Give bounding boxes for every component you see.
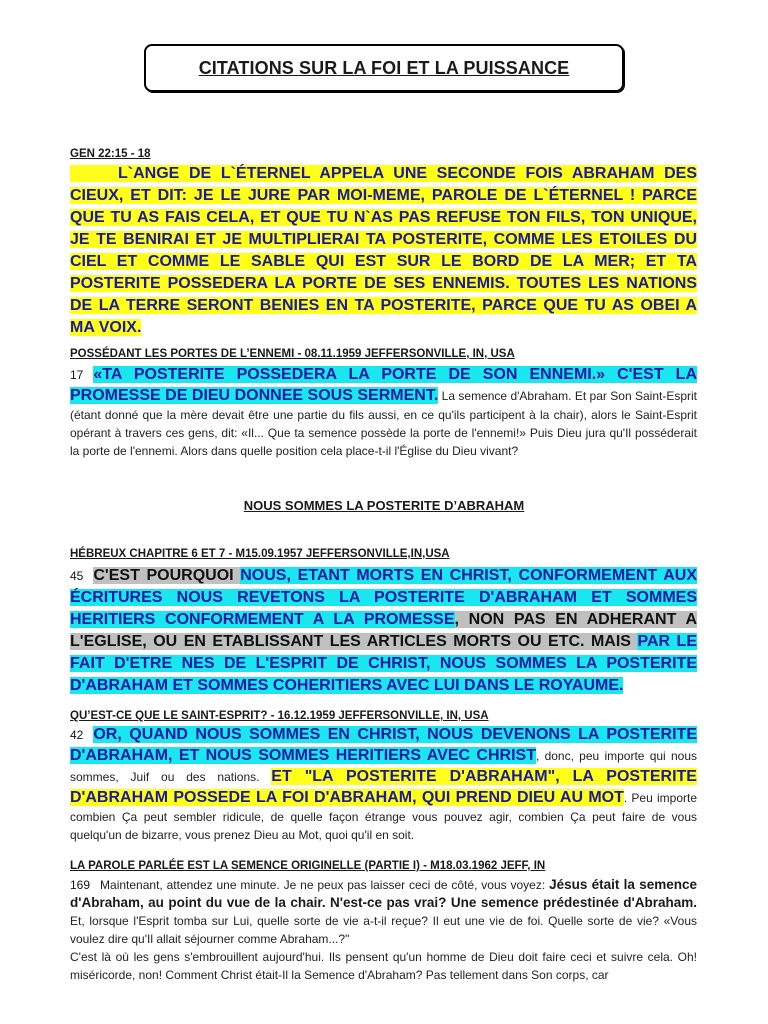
title-box (144, 44, 624, 92)
body-text: , donc, peu importe qui nous sommes, Juif ou des nations. (70, 749, 697, 784)
quote-genesis (70, 163, 697, 339)
reference-sermon-2: HÉBREUX CHAPITRE 6 ET 7 - M15.09.1957 JEFFERSONVILLE,IN,USA (70, 548, 450, 560)
section-heading: NOUS SOMMES LA POSTERITE D’ABRAHAM (243, 498, 525, 513)
body-text: C'est là où les gens s'embrouillent aujourd'hui. Ils pensent qu'un homme de Dieu doit faire ceci et suivre cela. Oh! miséricorde, non! Comment Christ était-Il la Semence d'Abraham? Pas tellement dans Son corps, car (70, 950, 697, 982)
paragraph-number: 169 (70, 878, 91, 892)
paragraph-number: 17 (70, 368, 84, 382)
body-text: . Peu importe combien Ça peut sembler ridicule, de quelle façon étrange vous pouvez agir, combien Ça peut faire de vous quelqu'un de bizarre, vous prenez Dieu au Mot, quoi qu'il en soit. (70, 791, 697, 842)
body-text: La semence d'Abraham. Et par Son Saint-Esprit (étant donné que la mère devait être une partie du fils aussi, en ce qu'ils participent à la chair), alors le Saint-Esprit opérant à travers ces gens, dit: «Il... Que ta semence possède la porte de l'ennemi!» Puis Dieu jura qu'Il posséderait la porte de l'ennemi. Alors dans quelle position cela place-t-il l'Église du Dieu vivant? (70, 389, 698, 458)
quote-sermon-2 (70, 565, 697, 697)
paragraph-number: 45 (70, 569, 84, 583)
quote-sermon-3 (70, 724, 697, 844)
quote-sermon-1 (70, 364, 697, 460)
highlight-gray: , NON PAS EN ADHERANT A L'EGLISE, OU EN ETABLISSANT LES ARTICLES MORTS OU ETC. MAIS (70, 611, 697, 650)
quote-sermon-4 (70, 876, 697, 984)
paragraph-number: 42 (70, 728, 84, 742)
reference-sermon-1: POSSÉDANT LES PORTES DE L’ENNEMI - 08.11.1959 JEFFERSONVILLE, IN, USA (70, 348, 515, 360)
highlight-cyan: «TA POSTERITE POSSEDERA LA PORTE DE SON ENNEMI.» C'EST LA PROMESSE DE DIEU DONNEE SOUS SERMENT. (70, 366, 697, 404)
reference-gen: GEN 22:15 - 18 (70, 148, 151, 160)
highlight-yellow: ET "LA POSTERITE D'ABRAHAM", LA POSTERITE D'ABRAHAM POSSEDE LA FOI D'ABRAHAM, QUI PREND DIEU AU MOT (70, 768, 697, 806)
bold-text: Jésus était la semence d'Abraham, au point du vue de la chair. N'est-ce pas vrai? Une semence prédestinée d'Abraham. (70, 877, 697, 910)
genesis-text: L`ANGE DE L`ÉTERNEL APPELA UNE SECONDE FOIS ABRAHAM DES CIEUX, ET DIT: JE LE JURE PAR MOI-MEME, PAROLE DE L`ÉTERNEL ! PARCE QUE TU AS FAIS CELA, ET QUE TU N`AS PAS REFUSE TON FILS, TON UNIQUE, JE TE BENIRAI ET JE MULTIPLIERAI TA POSTERITE, COMME LES ETOILES DU CIEL ET COMME LE SABLE QUI EST SUR LE BORD DE LA MER; ET TA POSTERITE POSSEDERA LA PORTE DE SES ENNEMIS. TOUTES LES NATIONS DE LA TERRE SERONT BENIES EN TA POSTERITE, PARCE QUE TU AS OBEI A MA VOIX. (70, 165, 697, 336)
body-text: Maintenant, attendez une minute. Je ne peux pas laisser ceci de côté, vous voyez: (100, 878, 546, 892)
highlight-cyan: NOUS, ETANT MORTS EN CHRIST, CONFORMEMENT AUX ÉCRITURES NOUS REVETONS LA POSTERITE D'ABRAHAM ET SOMMES HERITIERS CONFORMEMENT A LA PROMESSE (70, 567, 697, 628)
highlight-gray: C'EST POURQUOI (93, 567, 241, 584)
reference-sermon-3: QU’EST-CE QUE LE SAINT-ESPRIT? - 16.12.1959 JEFFERSONVILLE, IN, USA (70, 710, 489, 722)
highlight-cyan: OR, QUAND NOUS SOMMES EN CHRIST, NOUS DEVENONS LA POSTERITE D'ABRAHAM, ET NOUS SOMMES HERITIERS AVEC CHRIST (70, 726, 697, 764)
page-title: CITATIONS SUR LA FOI ET LA PUISSANCE (198, 57, 570, 78)
reference-sermon-4: LA PAROLE PARLÉE EST LA SEMENCE ORIGINELLE (PARTIE I) - M18.03.1962 JEFF, IN (70, 860, 546, 872)
highlight-cyan: PAR LE FAIT D'ETRE NES DE L'ESPRIT DE CHRIST, NOUS SOMMES LA POSTERITE D'ABRAHAM ET SOMMES COHERITIERS AVEC LUI DANS LE ROYAUME. (70, 633, 698, 694)
body-text: Et, lorsque l'Esprit tomba sur Lui, quelle sorte de vie a-t-il reçue? Il eut une vie de foi. Quelle sorte de vie? «Vous voulez dire qu'Il allait séjourner comme Abraham...?" (70, 914, 697, 946)
